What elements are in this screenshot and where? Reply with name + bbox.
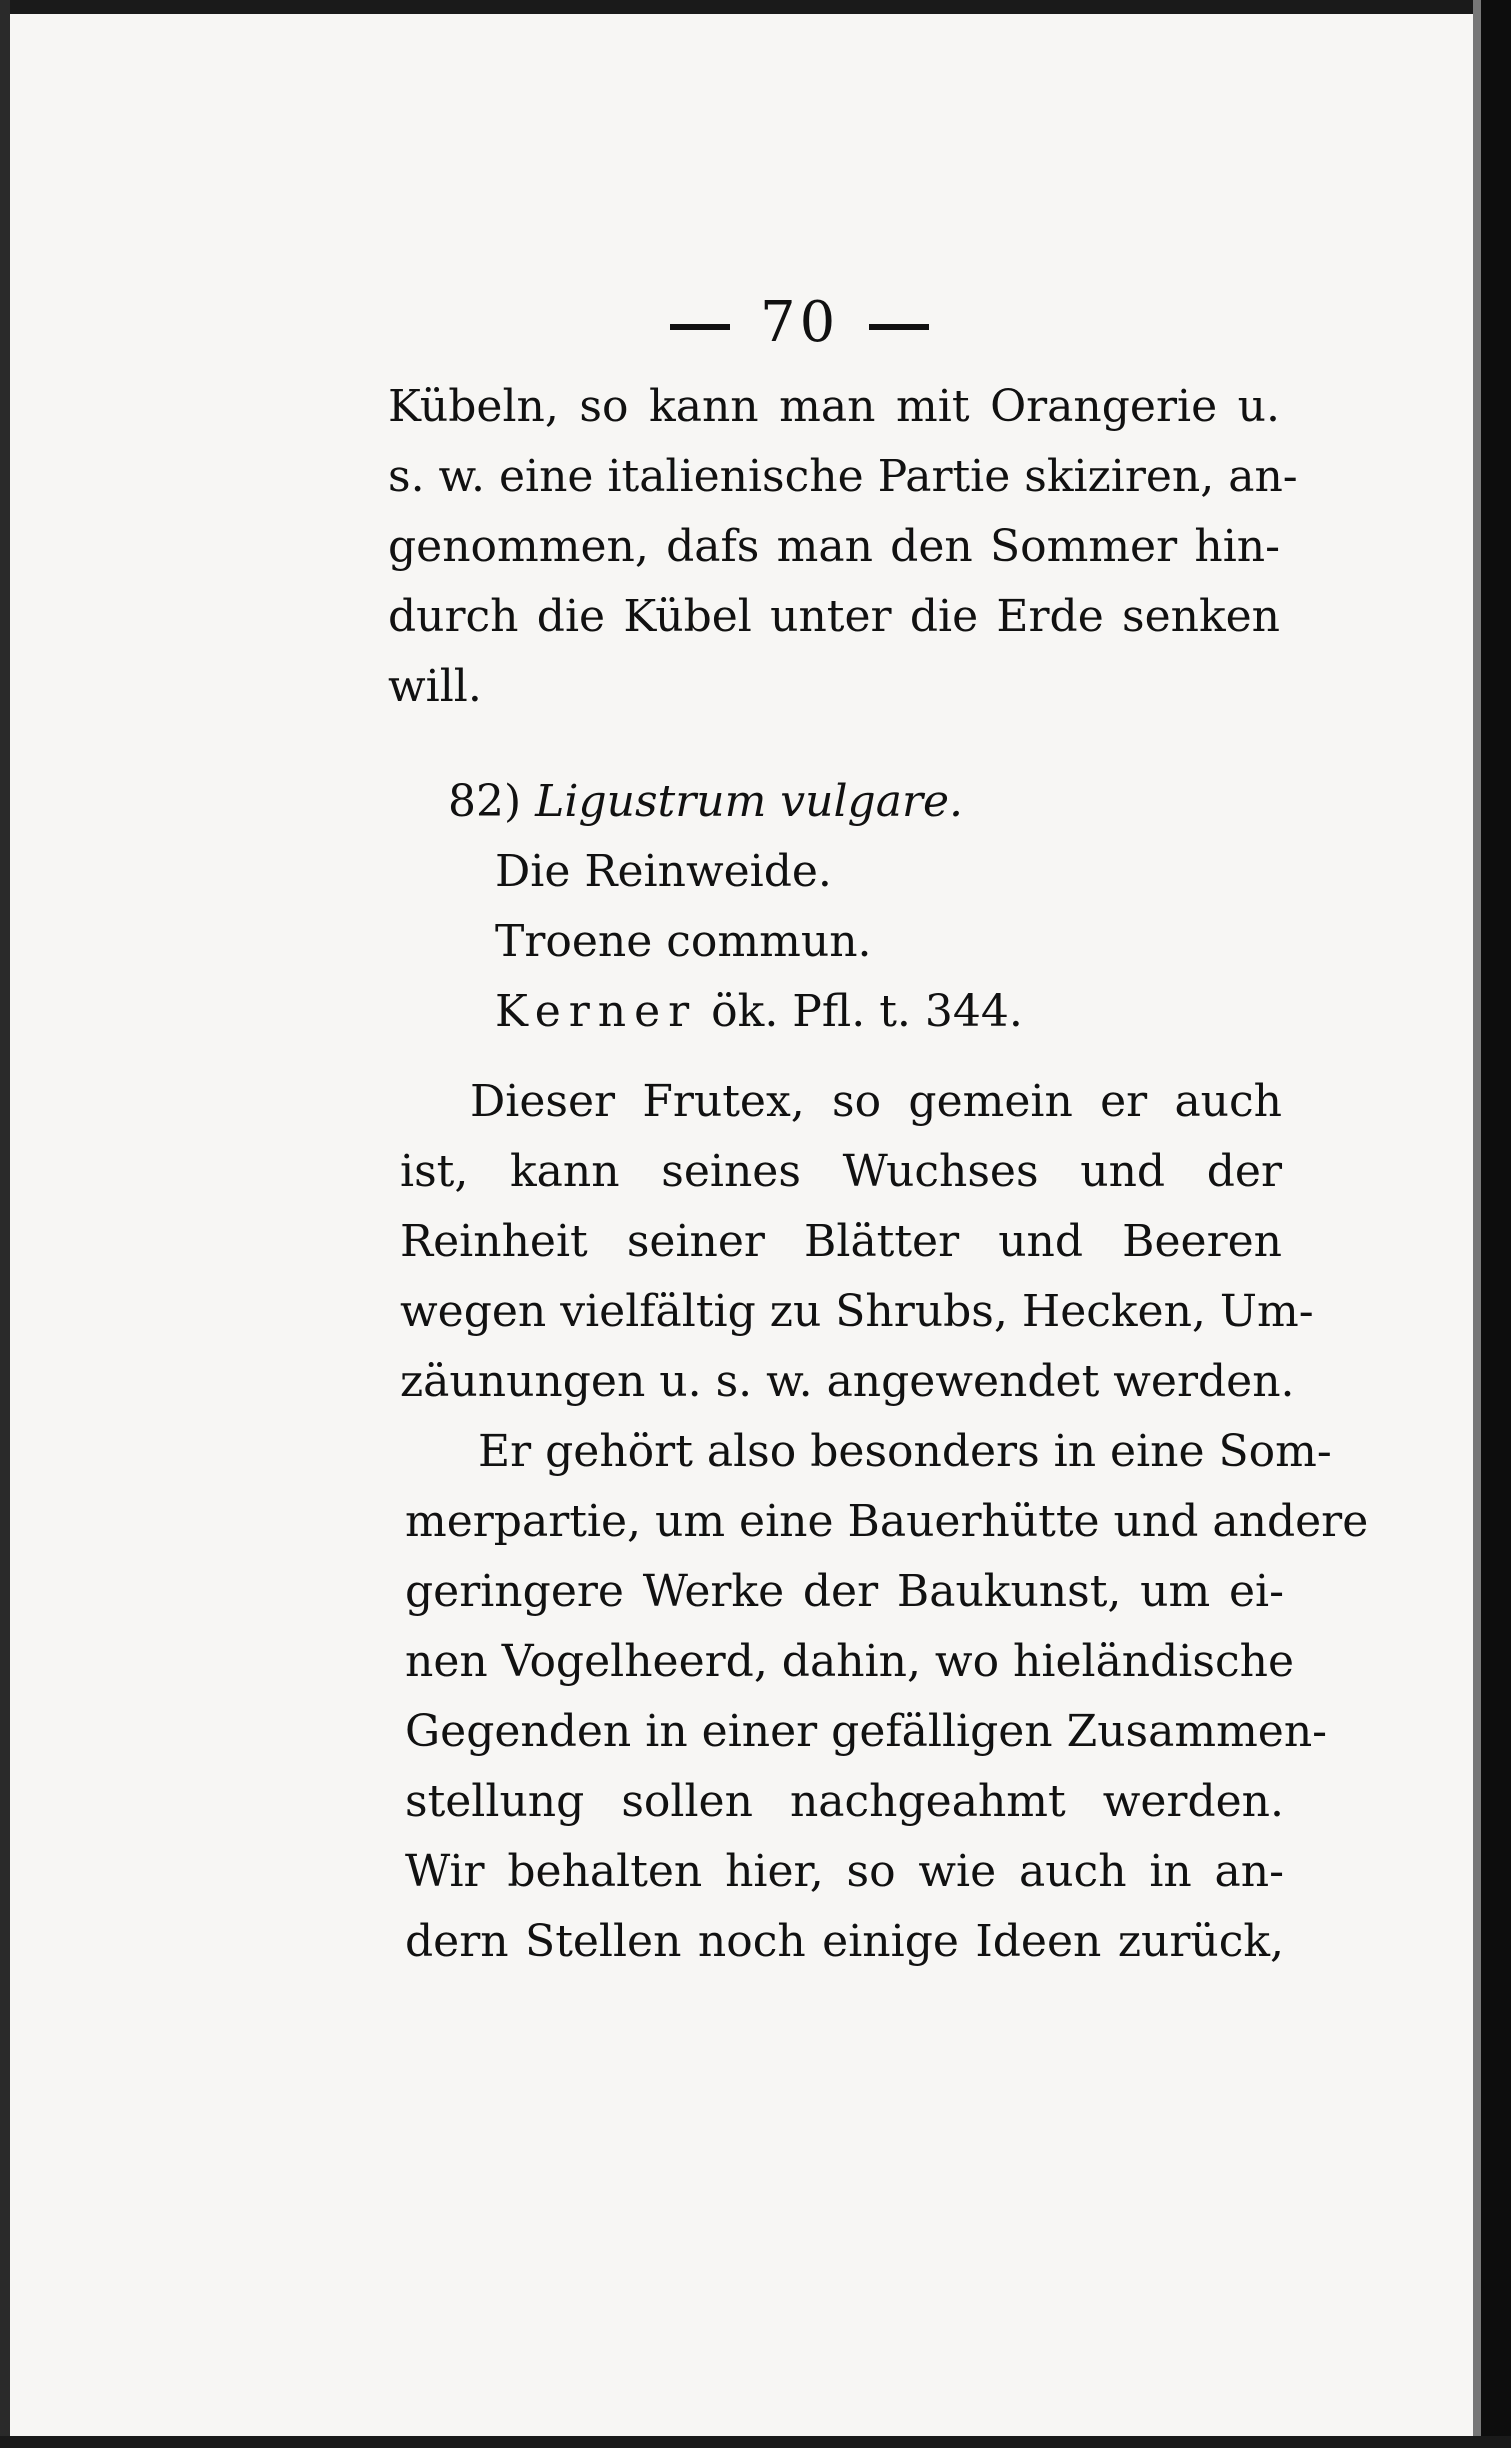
text-line: wegen vielfältig zu Shrubs, Hecken, Um- <box>400 1286 1314 1337</box>
entry-french-name: Troene commun. <box>495 916 872 967</box>
entry-reference-author: Kerner <box>495 986 698 1037</box>
text-line: Gegenden in einer gefälligen Zusammen- <box>405 1706 1328 1757</box>
text-line: geringere Werke der Baukunst, um ei- <box>405 1566 1284 1617</box>
text-line: Kübeln, so kann man mit Orangerie u. <box>388 381 1280 432</box>
text-line: durch die Kübel unter die Erde senken <box>388 591 1280 642</box>
text-line: Er gehört also besonders in eine Som- <box>478 1426 1332 1477</box>
text-line: dern Stellen noch einige Ideen zurück, <box>405 1916 1284 1967</box>
page-number <box>640 290 959 355</box>
text-line: nen Vogelheerd, dahin, wo hieländische <box>405 1636 1294 1687</box>
entry-latin-name: Ligustrum vulgare. <box>535 776 964 827</box>
text-line: s. w. eine italienische Partie skiziren, an- <box>388 451 1298 502</box>
entry-number: 82) <box>448 776 522 827</box>
text-line: Wir behalten hier, so wie auch in an- <box>405 1846 1284 1897</box>
page-number-dash-right <box>869 324 929 330</box>
text-line: merpartie, um eine Bauerhütte und andere <box>405 1496 1369 1547</box>
text-line: will. <box>388 661 482 712</box>
text-line: Reinheit seiner Blätter und Beeren <box>400 1216 1282 1267</box>
scan-edge-left <box>0 0 10 2448</box>
text-line: zäunungen u. s. w. angewendet werden. <box>400 1356 1295 1407</box>
text-line: genommen, dafs man den Sommer hin- <box>388 521 1280 572</box>
page-number-dash-left <box>670 324 730 330</box>
page-number-value: 70 <box>760 290 840 355</box>
scan-edge-right <box>1481 0 1511 2448</box>
scan-edge-right-shadow <box>1473 0 1481 2448</box>
entry-heading <box>448 776 964 827</box>
scan-edge-top <box>0 0 1511 14</box>
entry-reference <box>495 986 1023 1037</box>
entry-reference-rest: ök. Pfl. t. 344. <box>711 986 1023 1037</box>
scan-edge-bottom <box>0 2436 1511 2448</box>
text-line: Dieser Frutex, so gemein er auch <box>470 1076 1282 1127</box>
text-line: ist, kann seines Wuchses und der <box>400 1146 1282 1197</box>
entry-german-name: Die Reinweide. <box>495 846 832 897</box>
text-line: stellung sollen nachgeahmt werden. <box>405 1776 1284 1827</box>
